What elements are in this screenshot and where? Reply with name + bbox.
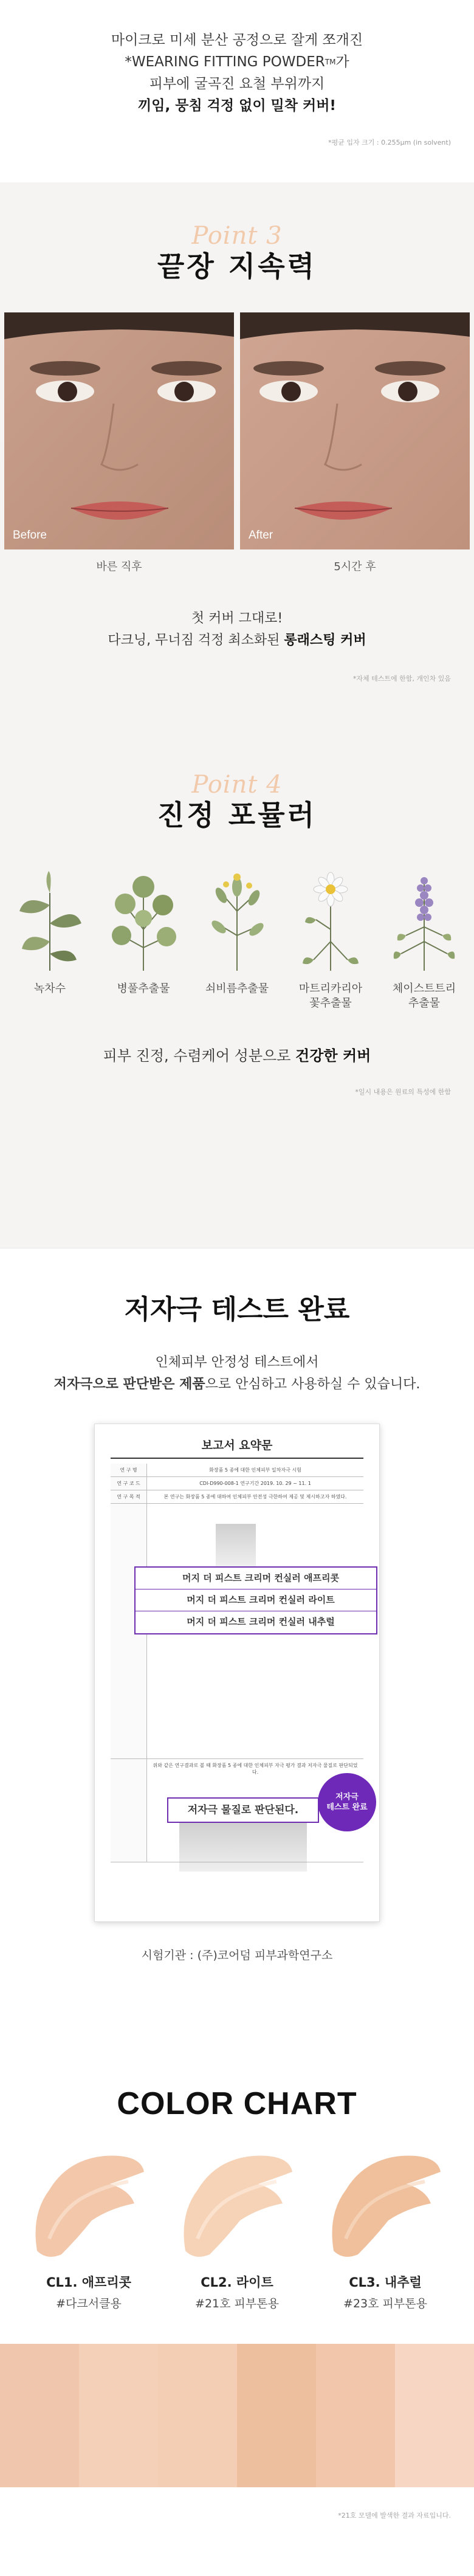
centella-icon [107,869,180,972]
product-highlight-box [134,1566,377,1634]
skin-tile [316,2344,395,2487]
point4-description [0,1044,474,1065]
color-chart-title: COLOR CHART [117,2086,357,2121]
ingredient-label: 녹차수 [33,982,66,995]
color-chart-footnote: *21호 모델에 발색한 결과 자료입니다. [338,2512,451,2519]
swatch-cl3 [321,2147,449,2311]
swatch-name: CL2. 라이트 [201,2275,273,2290]
ingredient-green-tea [11,869,89,1011]
ingredient-chamomile [292,869,369,1011]
green-tea-leaf-icon [13,869,86,972]
swatch-cl2 [173,2147,301,2311]
before-caption: 바른 직후 [96,560,142,573]
test-description [0,1352,474,1396]
before-photo [4,312,234,549]
intro-line-4: 끼임, 뭉침 걱정 없이 밀착 커버! [138,98,336,114]
test-desc-bold: 저자극으로 판단받은 제품 [53,1377,205,1392]
skin-tile [237,2344,316,2487]
report-conclusion-block: 위와 같은 연구결과로 볼 때 화장품 5 종에 대한 인체피부 자극 평가 결과 저자극 물질로 판단되었다. [111,1759,363,1862]
point4-script-label: Point 4 [191,771,283,799]
point3-title: 끝장 지속력 [157,250,317,283]
intro-section [0,0,474,182]
test-desc-line-2 [0,1374,474,1396]
point4-desc-bold: 건강한 커버 [295,1047,371,1064]
report-row: 연 구 코 드 CDI-D990-008-1 연구기간 2019. 10. 29 ~ 11. 1 [111,1477,363,1490]
test-complete-badge: 저자극 테스트 완료 [318,1773,376,1831]
highlight-item-light: 머지 더 피스트 크리머 컨실러 라이트 [136,1589,376,1611]
point4-desc-prefix: 피부 진정, 수렴케어 성분으로 [103,1047,296,1064]
report-title: 보고서 요약문 [111,1436,363,1459]
after-tag: After [249,529,273,542]
after-face-illustration [240,312,470,549]
intro-line-2-suffix: 가 [335,54,349,70]
test-organization: 시험기관 : (주)코어덤 피부과학연구소 [141,1949,333,1962]
before-face-illustration [4,312,234,549]
point3-section [0,182,474,768]
after-photo [240,312,470,549]
ingredient-purslane [198,869,276,1011]
ingredient-label: 체이스트트리 추출물 [392,982,456,1010]
ingredient-chaste-tree [385,869,463,1011]
intro-line-1: 마이크로 미세 분산 공정으로 잘게 쪼개진 [111,32,363,48]
point3-desc-prefix: 다크닝, 무너짐 걱정 최소화된 [108,633,284,648]
point4-footnote: *일시 내용은 원료의 특성에 한함 [355,1088,451,1096]
swatch-subtitle: #21호 피부톤용 [195,2297,279,2310]
ingredient-centella [105,869,182,1011]
ingredient-label: 병풀추출물 [117,982,170,995]
test-desc-suffix: 으로 안심하고 사용하실 수 있습니다. [205,1377,421,1392]
skin-tile [158,2344,237,2487]
point4-section [0,768,474,1248]
highlight-item-natural: 머지 더 피스트 크리머 컨실러 내추럴 [187,1616,335,1627]
intro-text [0,29,474,117]
swatch-name: CL1. 애프리콧 [46,2275,131,2290]
swatch-name: CL3. 내추럴 [349,2275,422,2290]
intro-footnote: *평균 입자 크기 : 0.255μm (in solvent) [328,139,451,146]
skin-tile [395,2344,474,2487]
swatch-smear-cl2 [173,2147,301,2263]
chamomile-icon [294,869,367,972]
ingredient-label: 마트리카리아 꽃추출물 [298,982,363,1010]
result-callout: 저자극 물질로 판단된다. [167,1797,319,1823]
intro-line-2-prefix: *WEARING FITTING POWDER [125,54,325,70]
point3-desc-line-2 [0,630,474,652]
point3-desc-bold: 롱래스팅 커버 [284,633,366,648]
purslane-icon [201,869,273,972]
point3-desc-line-1: 첫 커버 그대로! [191,611,283,626]
test-desc-line-1: 인체피부 안정성 테스트에서 [155,1355,319,1370]
point3-description [0,608,474,652]
swatch-cl1 [25,2147,153,2311]
report-row: 연 구 목 적 본 연구는 화장품 5 종에 대하여 인체피부 안전성 극한하여 제공 및 제시하고자 하였다. [111,1490,363,1504]
swatch-list [0,2147,474,2311]
test-report-image [94,1424,380,1922]
highlight-beam [216,1524,256,1566]
callout-beam [179,1823,307,1872]
report-row: 연 구 명 화장품 5 종에 대한 인체피부 일차자극 시험 [111,1464,363,1477]
irritation-test-section [0,1248,474,2013]
chaste-tree-icon [388,869,461,972]
swatch-smear-cl1 [25,2147,153,2263]
intro-line-3: 피부에 굴곡진 요철 부위까지 [149,76,325,92]
photo-captions [0,558,474,574]
ingredient-label: 쇠비름추출물 [205,982,269,995]
highlight-item-apricot: 머지 더 피스트 크리머 컨실러 애프리콧 [136,1568,376,1589]
skin-tile [0,2344,79,2487]
after-caption: 5시간 후 [334,560,376,573]
swatch-subtitle: #다크서클용 [56,2297,122,2310]
test-title: 저자극 테스트 완료 [124,1294,350,1325]
point3-script-label: Point 3 [191,222,283,250]
skin-tile [79,2344,158,2487]
swatch-smear-cl3 [321,2147,449,2263]
trademark-sup: TM [325,58,336,66]
point4-title: 진정 포뮬러 [157,799,317,832]
before-tag: Before [13,529,47,542]
before-after-photos [0,312,474,549]
point3-footnote: *자체 테스트에 한함, 개인차 있음 [352,675,451,683]
color-chart-section [0,2013,474,2576]
swatch-subtitle: #23호 피부톤용 [343,2297,427,2310]
ingredient-list [0,869,474,1011]
intro-line-2 [0,51,474,73]
skin-swatch-strip [0,2344,474,2487]
